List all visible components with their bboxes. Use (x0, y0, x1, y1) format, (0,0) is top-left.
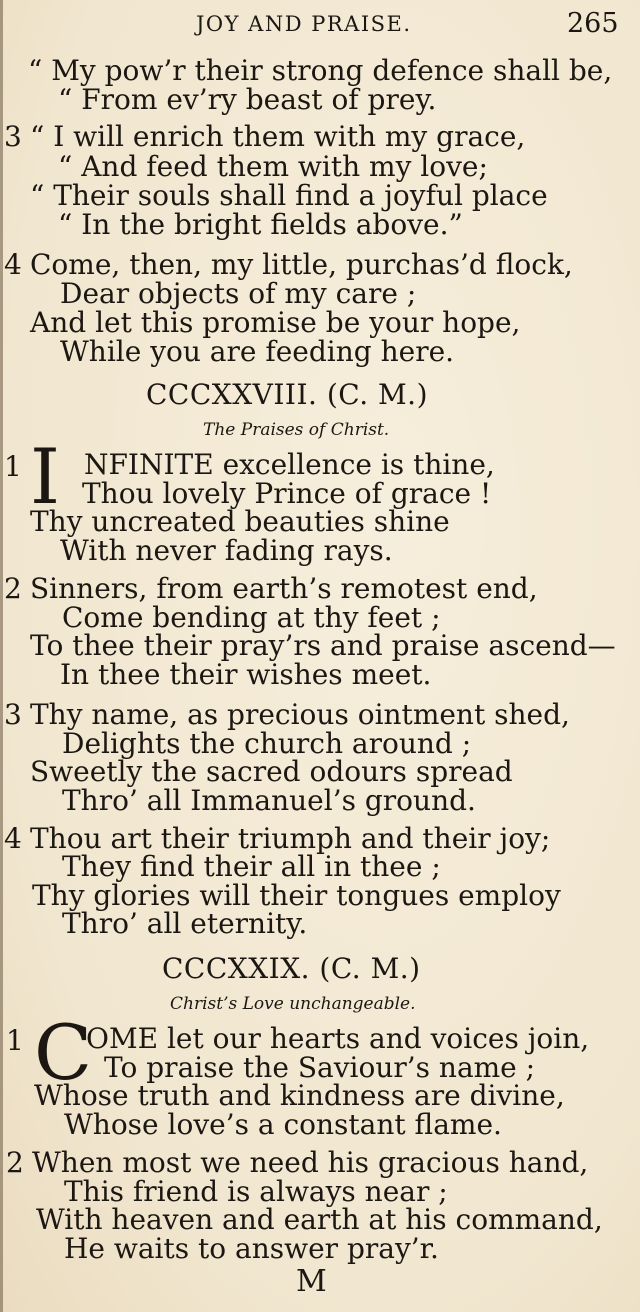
verse-number: 2 (4, 572, 22, 605)
verse-line: Thou art their triumph and their joy; (30, 822, 551, 855)
drop-cap: I (30, 432, 61, 521)
verse-line: Sweetly the sacred odours spread (30, 755, 513, 788)
verse-line: To praise the Saviour’s name ; (104, 1051, 536, 1084)
hymn-title: CCCXXIX. (C. M.) (162, 952, 421, 985)
verse-line: “ From ev’ry beast of prey. (58, 83, 437, 116)
verse-number: 2 (6, 1146, 24, 1179)
verse-line: Dear objects of my care ; (60, 277, 417, 310)
verse-number: 3 (4, 120, 22, 153)
hymn-title: CCCXXVIII. (C. M.) (146, 378, 428, 411)
verse-number: 1 (4, 450, 22, 483)
verse-line: “ In the bright fields above.” (58, 208, 463, 241)
verse-line: In thee their wishes meet. (60, 658, 432, 691)
verse-line: With heaven and earth at his command, (36, 1203, 603, 1236)
verse-number: 4 (4, 248, 22, 281)
verse-line: With never fading rays. (60, 534, 393, 567)
verse-line: Come bending at thy feet ; (62, 601, 441, 634)
verse-line: Delights the church around ; (62, 727, 472, 760)
signature-mark: M (296, 1264, 327, 1299)
page-edge (0, 0, 3, 1312)
verse-line: “ Their souls shall find a joyful place (30, 179, 548, 212)
verse-line: This friend is always near ; (64, 1175, 448, 1208)
verse-line: Thy glories will their tongues employ (32, 879, 561, 912)
verse-line: NFINITE excellence is thine, (84, 448, 495, 481)
verse-number: 1 (6, 1024, 24, 1057)
drop-cap: C (34, 1008, 93, 1097)
verse-line: Whose love’s a constant flame. (64, 1108, 502, 1141)
page-number: 265 (567, 8, 619, 39)
verse-line: Thy name, as precious ointment shed, (30, 698, 570, 731)
verse-line: To thee their pray’rs and praise ascend— (30, 629, 616, 662)
verse-line: OME let our hearts and voices join, (86, 1022, 590, 1055)
verse-line: Thy uncreated beauties shine (30, 505, 450, 538)
verse-line: “ I will enrich them with my grace, (30, 120, 526, 153)
verse-4 (4, 250, 573, 280)
verse-line: And let this promise be your hope, (30, 306, 521, 339)
hymn-subtitle: Christ’s Love unchangeable. (170, 994, 416, 1014)
verse-line: Whose truth and kindness are divine, (34, 1079, 565, 1112)
verse-line: Thou lovely Prince of grace ! (82, 477, 492, 510)
hymn-subtitle: The Praises of Christ. (203, 420, 390, 440)
verse-2 (4, 574, 538, 604)
verse-number: 3 (4, 698, 22, 731)
verse-line: They find their all in thee ; (62, 850, 441, 883)
verse-line: Thro’ all eternity. (62, 907, 308, 940)
verse-3 (4, 700, 570, 730)
verse-line: “ My pow’r their strong defence shall be, (28, 54, 613, 87)
verse-line: He waits to answer pray’r. (64, 1232, 439, 1265)
running-title: JOY AND PRAISE. (196, 12, 412, 36)
verse-line: Thro’ all Immanuel’s ground. (62, 784, 476, 817)
verse-line: Sinners, from earth’s remotest end, (30, 572, 538, 605)
page-header (0, 8, 640, 48)
verse-line: Come, then, my little, purchas’d flock, (30, 248, 573, 281)
verse-number: 4 (4, 822, 22, 855)
verse-line: “ And feed them with my love; (58, 150, 488, 183)
verse-3 (4, 122, 525, 152)
verse-line: While you are feeding here. (60, 335, 455, 368)
verse-2 (6, 1148, 588, 1178)
verse-line: When most we need his gracious hand, (32, 1146, 589, 1179)
